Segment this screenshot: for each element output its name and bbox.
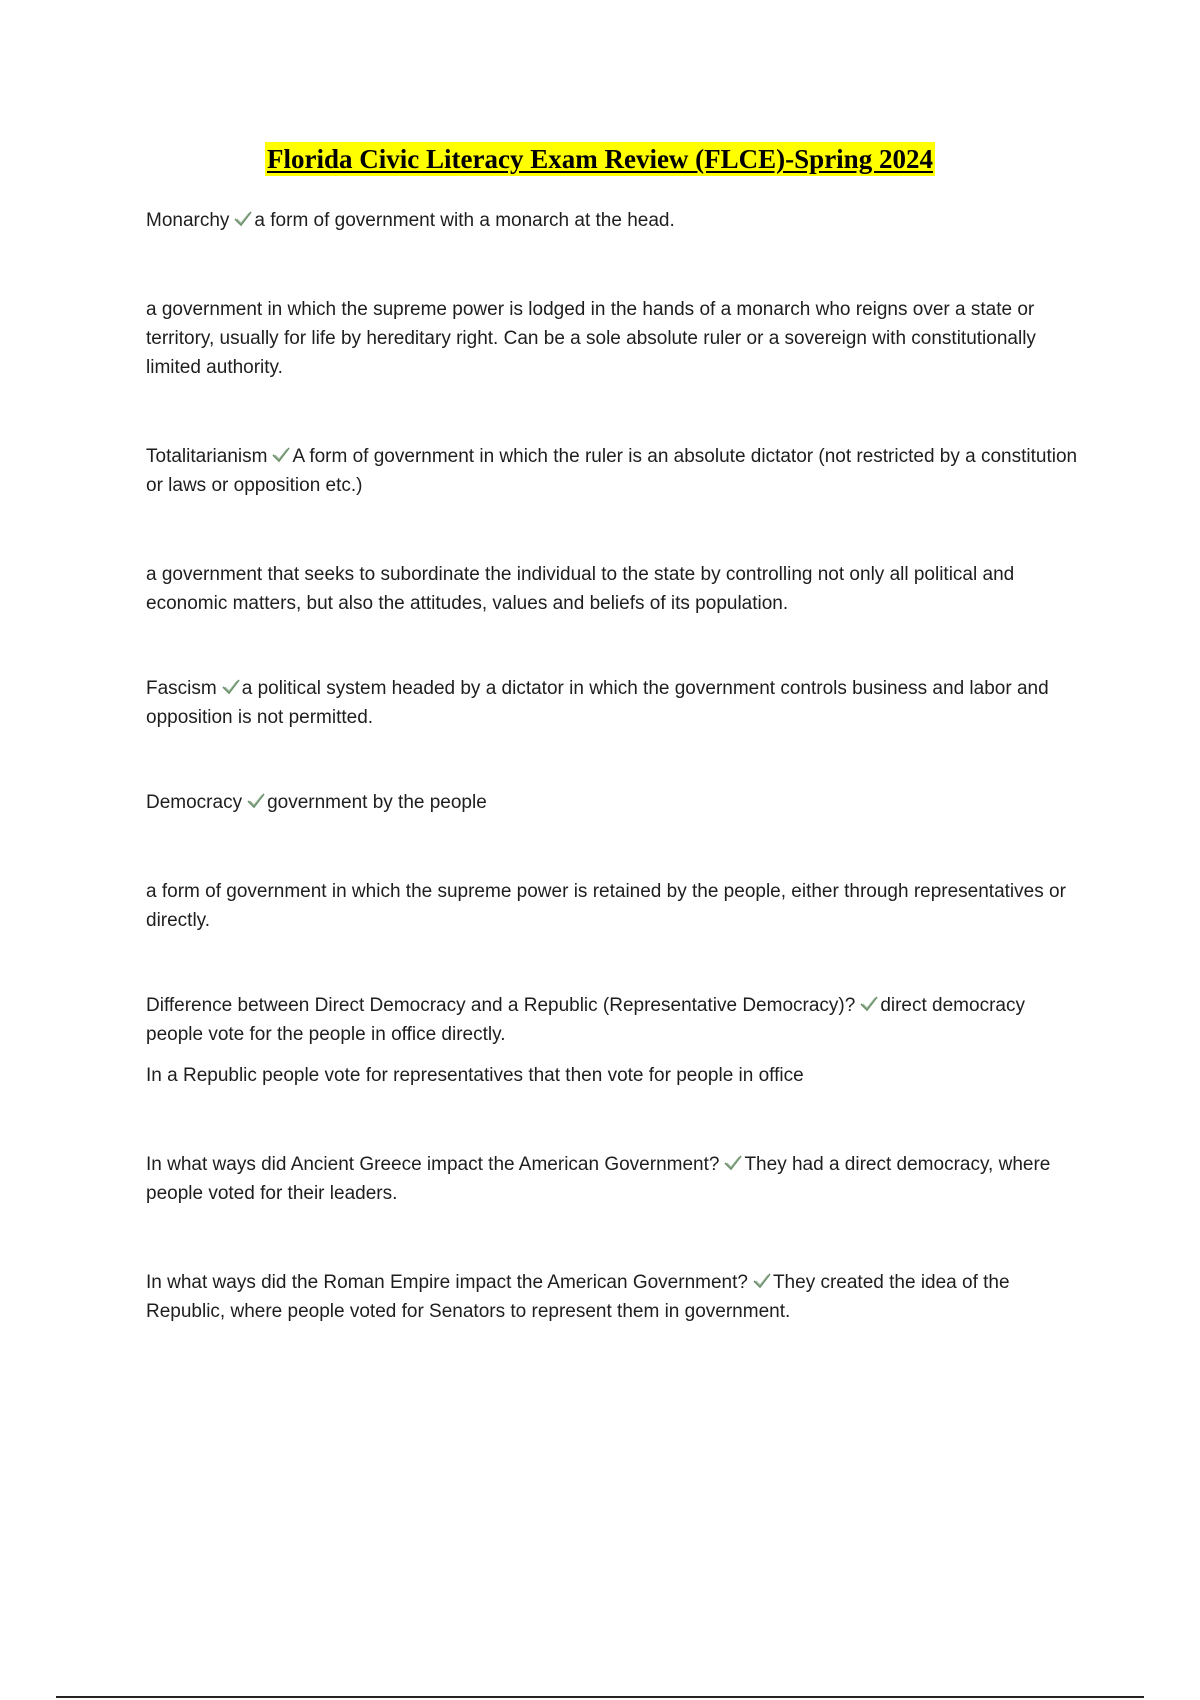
page-title: Florida Civic Literacy Exam Review (FLCE)-Spring 2024: [267, 144, 933, 174]
entry-democracy: [146, 788, 1086, 817]
entry-definition: a form of government with a monarch at the head.: [254, 210, 675, 231]
check-icon: [246, 792, 266, 810]
entry-term: Fascism: [146, 678, 217, 699]
check-icon: [233, 210, 253, 228]
title-wrap: [0, 142, 1200, 176]
entry-direct-vs-republic: [146, 991, 1086, 1049]
entry-definition: government by the people: [267, 792, 487, 813]
entry-definition: A form of government in which the ruler is an absolute dictator (not restricted by a constitution or laws or opposition etc.): [146, 446, 1078, 496]
entry-monarchy: [146, 206, 1086, 235]
check-icon: [752, 1272, 772, 1290]
entry-definition: direct democracy people vote for the people in office directly.: [146, 995, 1025, 1045]
entry-term: In what ways did Ancient Greece impact the American Government?: [146, 1154, 720, 1175]
entry-definition: They created the idea of the Republic, where people voted for Senators to represent them in government.: [146, 1272, 1010, 1322]
entry-term: Totalitarianism: [146, 446, 268, 467]
entry-fascism: [146, 674, 1086, 732]
entry-term: Democracy: [146, 792, 243, 813]
check-icon: [221, 678, 241, 696]
footer-divider: [56, 1696, 1144, 1698]
check-icon: [723, 1154, 743, 1172]
check-icon: [271, 446, 291, 464]
check-icon: [859, 995, 879, 1013]
entry-term: Monarchy: [146, 210, 230, 231]
entry-republic-detail: In a Republic people vote for representatives that then vote for people in office: [146, 1065, 804, 1086]
entry-totalitarianism: [146, 442, 1086, 500]
entry-ancient-greece: [146, 1150, 1086, 1208]
entry-term: In what ways did the Roman Empire impact the American Government?: [146, 1272, 748, 1293]
entry-totalitarianism-detail: a government that seeks to subordinate the individual to the state by controlling not only all political and economic matters, but also the attitudes, values and beliefs of its population.: [146, 564, 1015, 614]
entry-definition: They had a direct democracy, where people voted for their leaders.: [146, 1154, 1051, 1204]
entry-monarchy-detail: a government in which the supreme power is lodged in the hands of a monarch who reigns over a state or territory, usually for life by hereditary right. Can be a sole absolute ruler or a sovereign with constitutionally limited authority.: [146, 299, 1036, 378]
entry-democracy-detail: a form of government in which the supreme power is retained by the people, either through representatives or directly.: [146, 881, 1066, 931]
document-body: [146, 206, 1086, 1326]
entry-definition: a political system headed by a dictator in which the government controls business and labor and opposition is not permitted.: [146, 678, 1049, 728]
entry-roman-empire: [146, 1268, 1086, 1326]
entry-term: Difference between Direct Democracy and a Republic (Representative Democracy)?: [146, 995, 856, 1016]
